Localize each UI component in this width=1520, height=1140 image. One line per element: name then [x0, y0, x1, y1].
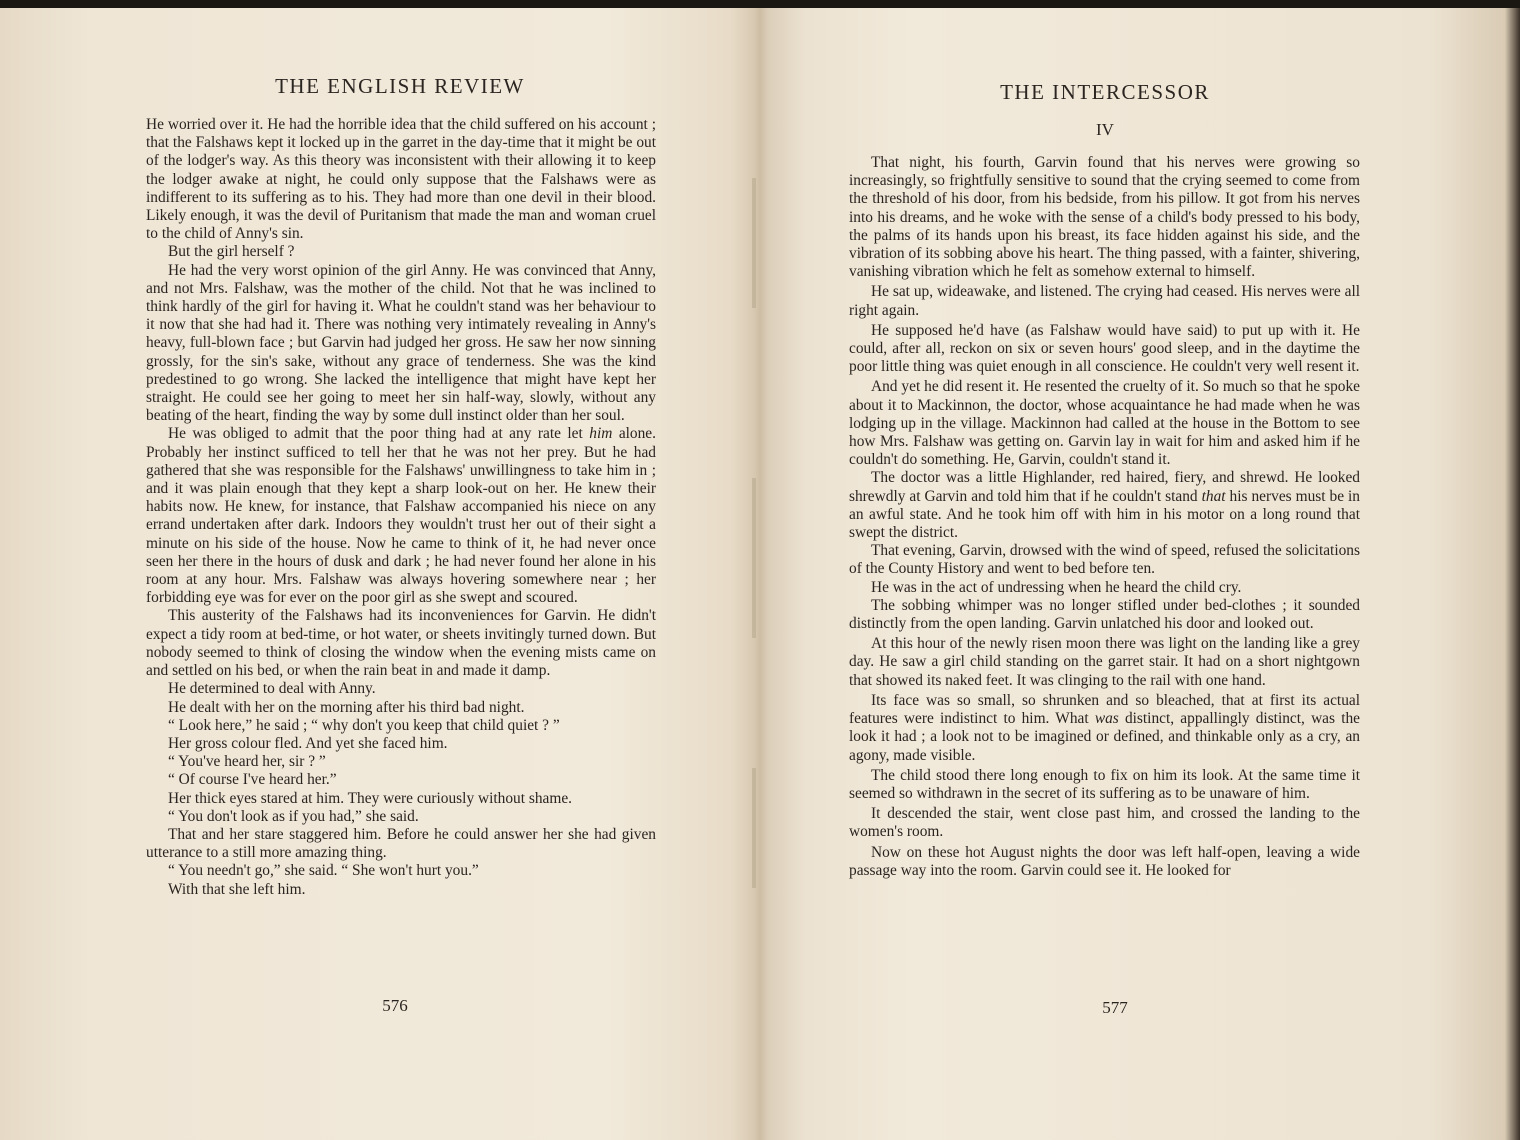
paragraph: With that she left him. [168, 880, 306, 898]
book-spread [0, 8, 1520, 1140]
paragraph: He determined to deal with Anny. [168, 680, 376, 698]
running-head: THE INTERCESSOR [1000, 80, 1210, 104]
paragraph: That evening, Garvin, drowsed with the wind of speed, refused the solicitations of the County History and went to bed before ten. [849, 542, 1360, 578]
chapter-number: IV [1096, 120, 1114, 139]
page-number: 576 [382, 996, 408, 1015]
paragraph: He had the very worst opinion of the girl Anny. He was convinced that Anny, and not Mrs. Falshaw, was the mother of the child. Not that he was inclined to think hardly of the girl for having it. What he couldn't stand was her behaviour to it now that she had had it. There was nothing very intimately revealing in Anny's heavy, full-blown face ; but Garvin had judged her gross. He saw her now sinning grossly, for the sin's sake, without any grace of tenderness. She was the kind predestined to go wrong. She lacked the intelligence that might have kept her straight. He could see her going to meet her sin half-way, slowly, without any beating of the heart, finding the way by some dull instinct older than her soul. [146, 261, 656, 425]
text-run: Its face was so small, so shrunken and so bleached, that at first its actual features were indistinct to him. What [849, 691, 1360, 728]
paragraph: The child stood there long enough to fix on him its look. At the same time it seemed so withdrawn in the secret of its suffering as to be unaware of him. [849, 766, 1360, 802]
paragraph: That and her stare staggered him. Before he could answer her she had given utterance to a still more amazing thing. [146, 825, 656, 862]
text-run: his nerves must be in an awful state. And he took him off with him in his motor on a long round that swept the district. [849, 487, 1361, 542]
paragraph [849, 469, 1360, 542]
italic-word: that [1201, 487, 1226, 505]
gutter-shadow [752, 478, 756, 638]
paragraph: “ Look here,” he said ; “ why don't you keep that child quiet ? ” [168, 716, 560, 734]
right-page [760, 8, 1520, 1140]
paragraph: “ You've heard her, sir ? ” [168, 753, 326, 771]
text-run: The doctor was a little Highlander, red haired, fiery, and shrewd. He looked shrewdly at Garvin and told him that if he couldn't stand [849, 469, 1360, 505]
text-run: He was obliged to admit that the poor thing had at any rate let [168, 425, 590, 443]
paragraph: He worried over it. He had the horrible idea that the child suffered on his account ; that the Falshaws kept it locked up in the garret in the day-time that it might be out of the lodger's way. As this theory was inconsistent with their allowing it to keep the lodger awake at night, he could only suppose that the Falshaws were as indifferent to its suffering as to his. They had more than one devil in their blood. Likely enough, it was the devil of Puritanism that made the man and woman cruel to the child of Anny's sin. [146, 116, 656, 243]
paragraph: “ You needn't go,” she said. “ She won't hurt you.” [168, 862, 479, 880]
paragraph: The sobbing whimper was no longer stifled under bed-clothes ; it sounded distinctly from the open landing. Garvin unlatched his door and looked out. [849, 596, 1360, 633]
body-text [849, 154, 1360, 880]
gutter-shadow [752, 178, 756, 308]
paragraph: That night, his fourth, Garvin found that his nerves were growing so increasingly, so frightfully sensitive to sound that the crying seemed to come from the threshold of his door, from his bedside, from his pillow. It got from his nerves into his dreams, and he woke with the sense of a child's body pressed to his body, the palms of its hands upon his breast, its face hidden against his side, and the vibration of its sobbing above his heart. The thing passed, with a fainter, shivering, vanishing vibration which he felt as somehow external to himself. [849, 154, 1360, 281]
text-run: alone. Probably her instinct sufficed to tell her that he was not her prey. But he had gathered that she was responsible for the Falshaws' unwillingness to take him in ; and it was plain enough that they kept a sharp look-out on her. He knew their habits now. He knew, for instance, that Falshaw accompanied his niece on any errand undertaken after dark. Indoors they wouldn't trust her out of their sight a minute on his side of the house. Now he came to think of it, he had never once seen her there in the hours of dusk and dark ; he had never found her alone in his room at any hour. Mrs. Falshaw was always hovering somewhere near ; her forbidding eye was for ever on the poor girl as she swept and scoured. [146, 425, 656, 607]
paragraph: Her thick eyes stared at him. They were curiously without shame. [168, 789, 573, 807]
gutter-shadow [752, 768, 756, 888]
running-head: THE ENGLISH REVIEW [275, 74, 525, 98]
page-number: 577 [1102, 998, 1128, 1017]
body-text [146, 116, 656, 899]
text-run: distinct, appallingly distinct, was the look it had ; a look not to be imagined or defined, and thinkable only as a cry, an agony, made visible. [849, 710, 1360, 764]
paragraph: But the girl herself ? [168, 243, 295, 261]
paragraph [849, 692, 1360, 765]
paragraph: He was in the act of undressing when he heard the child cry. [871, 578, 1242, 596]
paragraph: He sat up, wideawake, and listened. The crying had ceased. His nerves were all right again. [849, 283, 1360, 319]
paragraph: At this hour of the newly risen moon there was light on the landing like a grey day. He saw a girl child standing on the garret stair. It had on a short nightgown that showed its naked feet. It was clinging to the rail with one hand. [849, 635, 1360, 689]
paragraph: This austerity of the Falshaws had its inconveniences for Garvin. He didn't expect a tidy room at bed-time, or hot water, or sheets invitingly turned down. But nobody seemed to think of closing the window when the evening mists came on and settled on his bed, or when the rain beat in and made it damp. [146, 607, 656, 680]
italic-word: him [589, 425, 613, 443]
paragraph [146, 425, 656, 607]
italic-word: was [1094, 710, 1119, 728]
paragraph: Now on these hot August nights the door was left half-open, leaving a wide passage way into the room. Garvin could see it. He looked for [849, 843, 1360, 879]
left-page [0, 8, 750, 1140]
paragraph: He dealt with her on the morning after his third bad night. [168, 698, 525, 716]
paragraph: “ You don't look as if you had,” she said. [168, 807, 419, 825]
paragraph: “ Of course I've heard her.” [168, 771, 337, 789]
paragraph: He supposed he'd have (as Falshaw would have said) to put up with it. He could, after all, reckon on six or seven hours' good sleep, and in the daytime the poor little thing was quiet enough in all conscience. He couldn't very well resent it. [849, 321, 1360, 376]
paragraph: And yet he did resent it. He resented the cruelty of it. So much so that he spoke about it to Mackinnon, the doctor, whose acquaintance he had made when he was lodging up in the village. Mackinnon had called at the house in the Bottom to see how Mrs. Falshaw was getting on. Garvin lay in wait for him and asked him if he couldn't do something. He, Garvin, couldn't stand it. [849, 378, 1360, 469]
paragraph: It descended the stair, went close past him, and crossed the landing to the women's room. [849, 805, 1360, 841]
paragraph: Her gross colour fled. And yet she faced him. [168, 734, 448, 752]
